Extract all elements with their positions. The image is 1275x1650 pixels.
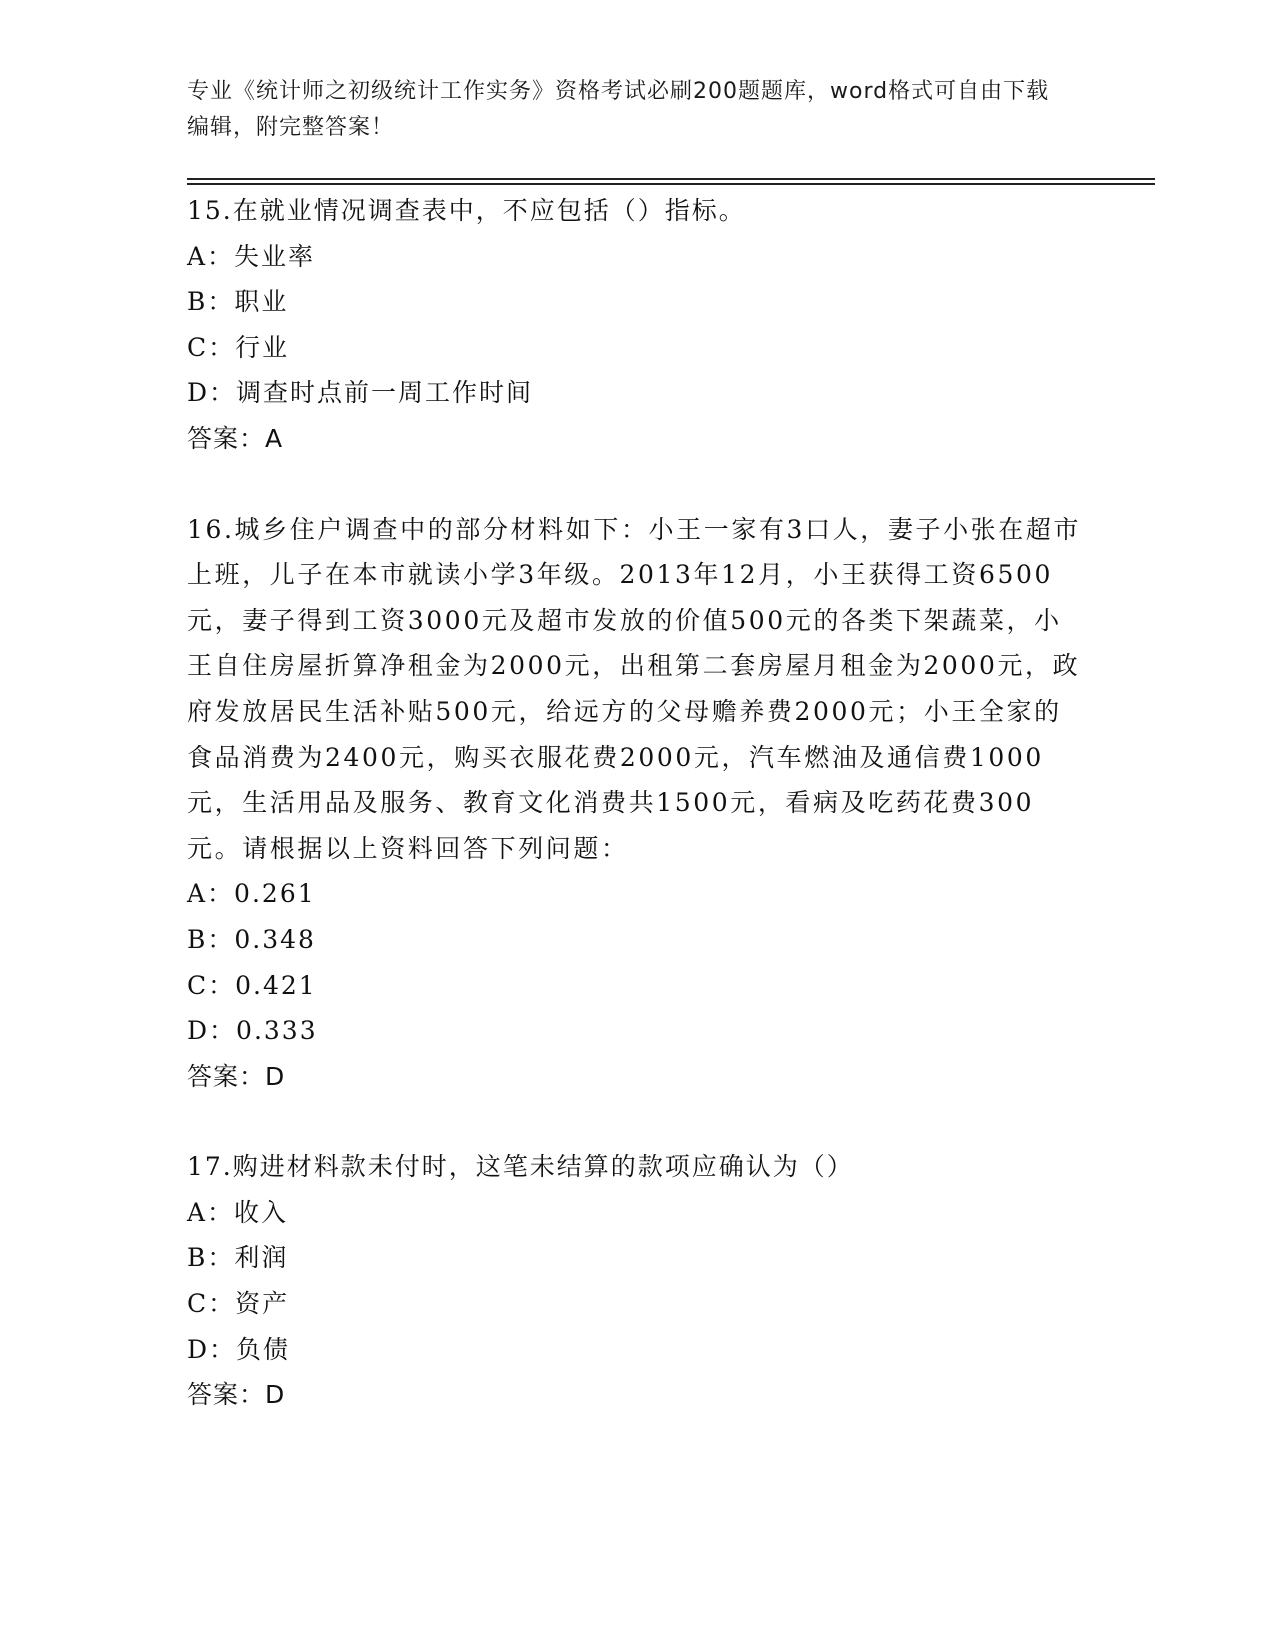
option-a: A：失业率 <box>187 241 316 271</box>
option-d: D：调查时点前一周工作时间 <box>187 378 534 408</box>
document-header: 专业《统计师之初级统计工作实务》资格考试必刷200题题库，word格式可自由下载编辑，附完整答案！ <box>187 79 1050 140</box>
question-17 <box>187 1144 1087 1418</box>
question-stem: 15.在就业情况调查表中，不应包括（）指标。 <box>187 196 746 225</box>
option-c: C：资产 <box>187 1289 290 1319</box>
option-c: C：0.421 <box>187 970 317 1000</box>
question-15 <box>187 188 1087 462</box>
option-b: B：利润 <box>187 1243 289 1273</box>
option-b: B：职业 <box>187 287 289 317</box>
question-stem: 17.购进材料款未付时，这笔未结算的款项应确认为（） <box>187 1152 854 1182</box>
question-16 <box>187 507 1087 1100</box>
option-a: A：0.261 <box>187 879 316 909</box>
question-list <box>187 188 1087 1463</box>
header-divider-bottom <box>187 183 1155 185</box>
option-a: A：收入 <box>187 1197 289 1227</box>
question-stem: 16.城乡住户调查中的部分材料如下：小王一家有3口人，妻子小张在超市上班，儿子在本市就读小学3年级。2013年12月，小王获得工资6500元，妻子得到工资3000元及超市发放的价值500元的各类下架蔬菜，小王自住房屋折算净租金为2000元，出租第二套房屋月租金为2000元，政府发放居民生活补贴500元，给远方的父母赡养费2000元；小王全家的食品消费为2400元，购买衣服花费2000元，汽车燃油及通信费1000元，生活用品及服务、教育文化消费共1500元，看病及吃药花费300元。请根据以上资料回答下列问题： <box>187 514 1082 863</box>
option-b: B：0.348 <box>187 924 316 954</box>
answer-line: 答案：D <box>187 1380 286 1410</box>
answer-line: 答案：A <box>187 423 284 453</box>
option-d: D：负债 <box>187 1334 291 1364</box>
option-c: C：行业 <box>187 332 290 362</box>
option-d: D：0.333 <box>187 1016 318 1046</box>
answer-line: 答案：D <box>187 1061 286 1091</box>
header-divider-top <box>187 178 1155 180</box>
